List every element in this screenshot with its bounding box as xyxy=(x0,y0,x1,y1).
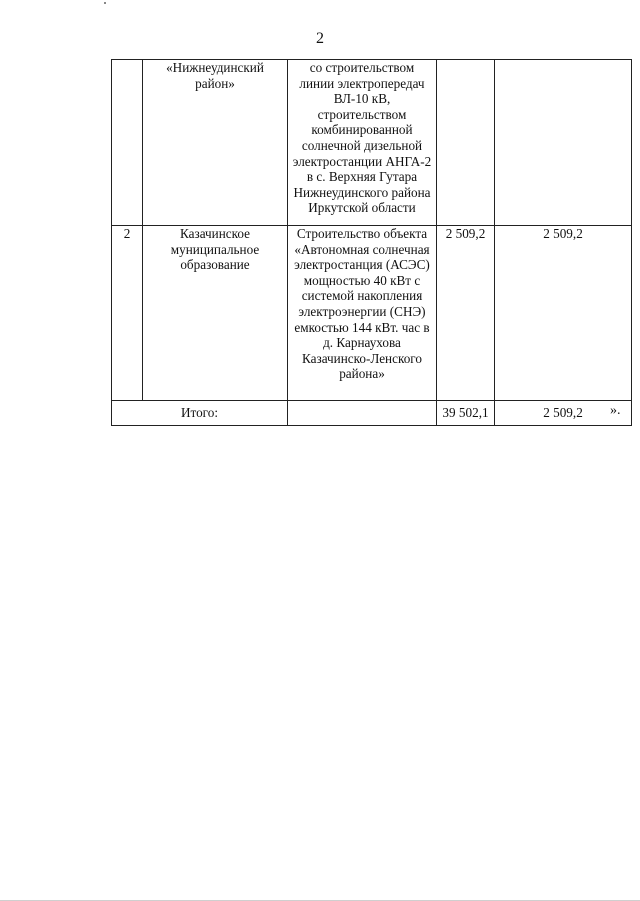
total-amount: 39 502,1 xyxy=(437,401,495,426)
amount-cell xyxy=(437,60,495,226)
page-number: 2 xyxy=(316,30,324,47)
amount-cell: 2 509,2 xyxy=(437,226,495,401)
object-cell: со строительством линии электропередач ВЛ-10 кВ, строительством комбинированной солнечной дизельной электростанции АНГА-2 в с. Верхняя Гутара Нижнеудинского района Иркутской области xyxy=(288,60,437,226)
municipality-cell: «Нижнеудинский район» xyxy=(143,60,288,226)
object-cell: Строительство объекта «Автономная солнечная электростанция (АСЭС) мощностью 40 кВт с системой накопления электроэнергии (СНЭ) емкостью 144 кВт. час в д. Карнаухова Казачинско-Ленского района» xyxy=(288,226,437,401)
amount-federal-cell: 2 509,2 xyxy=(495,226,632,401)
closing-quote-mark: ». xyxy=(610,403,621,418)
total-object-cell xyxy=(288,401,437,426)
total-amount-federal: 2 509,2 xyxy=(495,401,632,426)
table-row xyxy=(112,60,632,226)
municipality-cell: Казачинское муниципальное образование xyxy=(143,226,288,401)
row-number-cell xyxy=(112,60,143,226)
total-label: Итого: xyxy=(112,401,288,426)
row-number-cell: 2 xyxy=(112,226,143,401)
total-row xyxy=(112,401,632,426)
allocation-table xyxy=(111,59,632,426)
amount-federal-cell xyxy=(495,60,632,226)
scan-mark xyxy=(104,2,106,4)
table-row xyxy=(112,226,632,401)
